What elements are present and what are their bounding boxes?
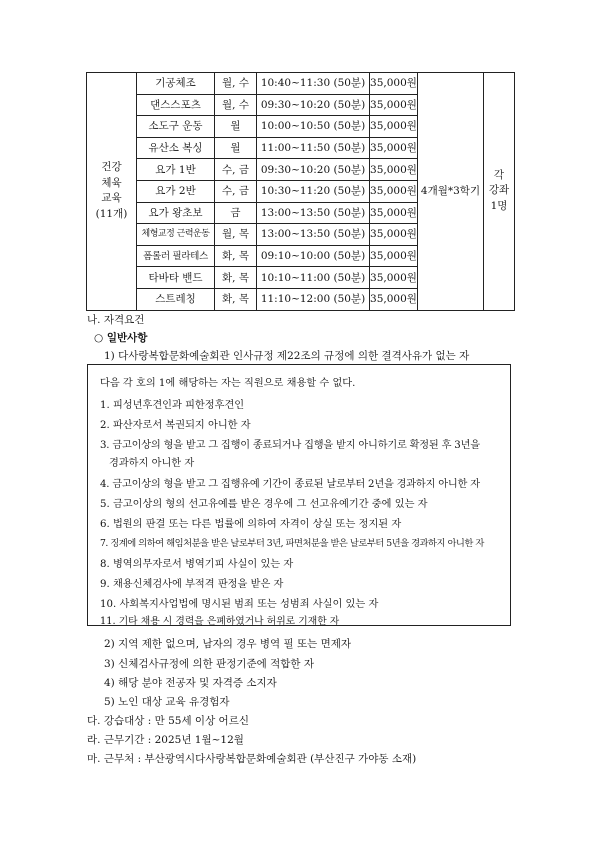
requirement-item-2: 2) 지역 제한 없으며, 남자의 경우 병역 필 또는 면제자 — [104, 638, 352, 650]
quota-line: 1명 — [490, 200, 508, 213]
requirement-item-4: 4) 해당 분야 전공자 및 자격증 소지자 — [104, 677, 277, 689]
course-fee: 35,000원 — [370, 116, 418, 138]
course-fee: 35,000원 — [370, 137, 418, 159]
course-days: 수, 금 — [215, 159, 257, 181]
category-line: 교육 — [101, 192, 122, 205]
course-name: 유산소 복싱 — [137, 137, 215, 159]
course-name: 타바타 밴드 — [137, 267, 215, 289]
box-intro: 다음 각 호의 1에 해당하는 자는 직원으로 채용할 수 없다. — [100, 378, 356, 389]
course-days: 금 — [215, 202, 257, 224]
course-time: 13:00~13:50 (50분) — [257, 202, 370, 224]
box-item: 11. 기타 채용 시 경력을 은폐하였거나 허위로 기재한 자 — [100, 616, 340, 627]
quota-line: 강좌 — [488, 184, 510, 197]
course-days: 화, 목 — [215, 267, 257, 289]
course-fee: 35,000원 — [370, 94, 418, 116]
course-fee: 35,000원 — [370, 159, 418, 181]
course-time: 13:00~13:50 (50분) — [257, 224, 370, 246]
course-fee: 35,000원 — [370, 267, 418, 289]
course-days: 화, 목 — [215, 245, 257, 267]
course-fee: 35,000원 — [370, 224, 418, 246]
course-time: 10:00~10:50 (50분) — [257, 116, 370, 138]
course-name: 폼롤러 필라테스 — [137, 245, 215, 267]
course-name: 소도구 운동 — [137, 116, 215, 138]
section-da: 다. 강습대상 : 만 55세 이상 어르신 — [87, 715, 249, 727]
box-item: 2. 파산자로서 복권되지 아니한 자 — [100, 420, 251, 431]
section-ma: 마. 근무처 : 부산광역시다사랑복합문화예술회관 (부산진구 가야동 소재) — [87, 753, 417, 765]
course-fee: 35,000원 — [370, 73, 418, 95]
quota-cell — [484, 73, 515, 311]
box-item-continuation: 경과하지 아니한 자 — [109, 458, 195, 469]
category-line: (11개) — [95, 208, 128, 221]
course-name: 기공체조 — [137, 73, 215, 95]
requirement-item-1: 1) 다사랑복합문화예술회관 인사규정 제22조의 규정에 의한 결격사유가 없는 자 — [104, 350, 470, 362]
box-item: 5. 금고이상의 형의 선고유예를 받은 경우에 그 선고유예기간 중에 있는 자 — [100, 499, 428, 510]
course-days: 월 — [215, 137, 257, 159]
course-days: 월 — [215, 116, 257, 138]
course-time: 11:10~12:00 (50분) — [257, 288, 370, 310]
course-fee: 35,000원 — [370, 245, 418, 267]
course-days: 월, 목 — [215, 224, 257, 246]
box-item: 3. 금고이상의 형을 받고 그 집행이 종료되거나 집행을 받지 아니하기로 확정된 후 3년을 — [100, 440, 480, 451]
requirement-item-5: 5) 노인 대상 교육 유경험자 — [104, 696, 230, 708]
disqualification-box — [87, 364, 511, 626]
course-time: 09:30~10:20 (50분) — [257, 94, 370, 116]
general-heading: ○ 일반사항 — [94, 332, 148, 344]
course-fee: 35,000원 — [370, 202, 418, 224]
course-name: 체형교정 근력운동 — [137, 224, 215, 246]
course-name: 스트레칭 — [137, 288, 215, 310]
course-name: 요가 2반 — [137, 180, 215, 202]
category-cell — [87, 73, 137, 311]
section-ra: 라. 근무기간 : 2025년 1월~12월 — [87, 734, 244, 746]
box-item: 6. 법원의 판결 또는 다른 법률에 의하여 자격이 상실 또는 정지된 자 — [100, 519, 402, 530]
box-item: 10. 사회복지사업법에 명시된 범죄 또는 성범죄 사실이 있는 자 — [100, 599, 379, 610]
course-fee: 35,000원 — [370, 288, 418, 310]
category-line: 체육 — [101, 176, 122, 189]
course-days: 월, 수 — [215, 94, 257, 116]
course-time: 10:40~11:30 (50분) — [257, 73, 370, 95]
course-time: 10:10~11:00 (50분) — [257, 267, 370, 289]
section-na-heading: 나. 자격요건 — [87, 314, 145, 326]
course-days: 화, 목 — [215, 288, 257, 310]
table-row — [87, 73, 515, 95]
course-name: 요가 1반 — [137, 159, 215, 181]
course-table — [86, 72, 515, 311]
quota-line: 각 — [493, 168, 505, 181]
course-name: 댄스스포츠 — [137, 94, 215, 116]
requirement-item-3: 3) 신체검사규정에 의한 판정기준에 적합한 자 — [104, 658, 315, 670]
course-fee: 35,000원 — [370, 180, 418, 202]
box-item: 8. 병역의무자로서 병역기피 사실이 있는 자 — [100, 559, 294, 570]
course-time: 11:00~11:50 (50분) — [257, 137, 370, 159]
course-days: 월, 수 — [215, 73, 257, 95]
box-item: 7. 징계에 의하여 해임처분을 받은 날로부터 3년, 파면처분을 받은 날로부터 5년을 경과하지 아니한 자 — [100, 538, 484, 549]
category-line: 건강 — [101, 160, 122, 173]
box-item: 9. 채용신체검사에 부적격 판정을 받은 자 — [100, 579, 284, 590]
course-time: 10:30~11:20 (50분) — [257, 180, 370, 202]
course-time: 09:10~10:00 (50분) — [257, 245, 370, 267]
box-item: 4. 금고이상의 형을 받고 그 집행유예 기간이 종료된 날로부터 2년을 경과하지 아니한 자 — [100, 479, 480, 490]
box-item: 1. 피성년후견인과 피한정후견인 — [100, 400, 245, 411]
course-name: 요가 왕초보 — [137, 202, 215, 224]
duration-cell: 4개월*3학기 — [418, 73, 484, 311]
course-days: 수, 금 — [215, 180, 257, 202]
course-time: 09:30~10:20 (50분) — [257, 159, 370, 181]
